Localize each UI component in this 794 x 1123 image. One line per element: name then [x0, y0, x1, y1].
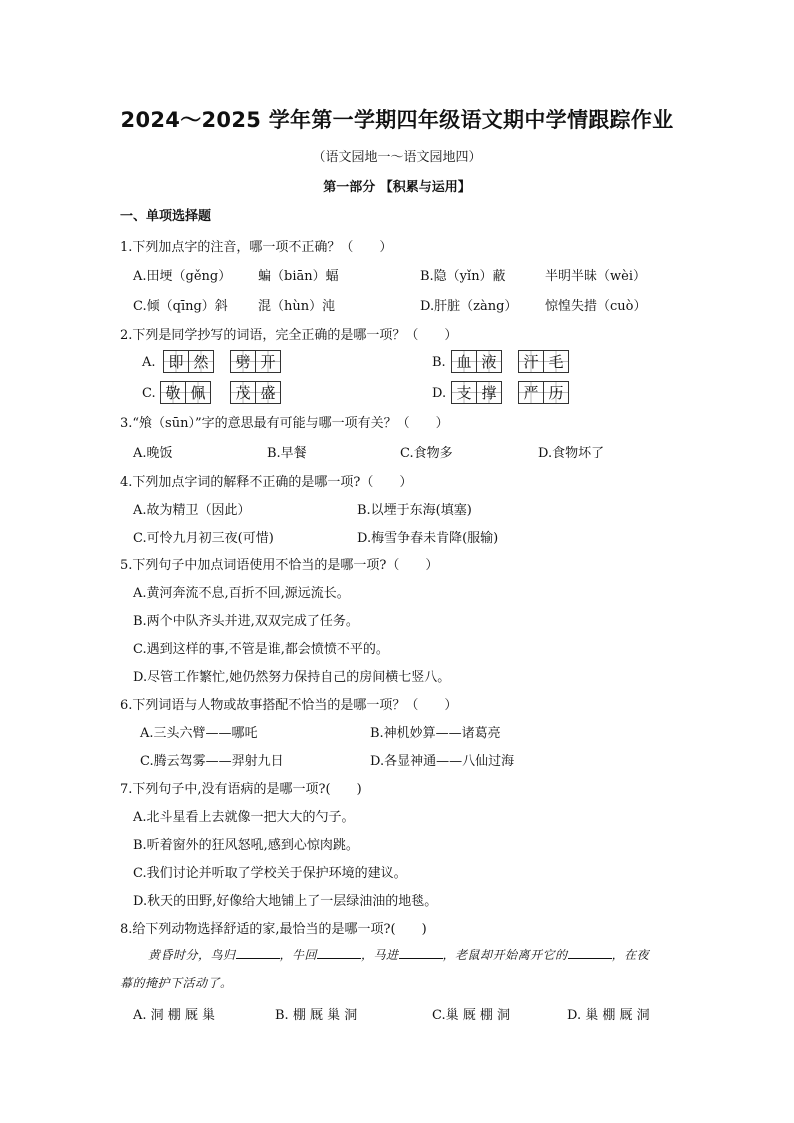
question-1-stem: 1.下列加点字的注音，哪一项不正确？（ ） [120, 240, 393, 255]
q8-option-c: C.巢 厩 棚 洞 [432, 1008, 511, 1023]
q2-option-c-word-2 [230, 381, 280, 404]
q7-option-c: C.我们讨论并听取了学校关于保护环境的建议。 [133, 866, 407, 881]
part-heading: 第一部分 【积累与运用】 [323, 180, 471, 195]
q4-option-a: A.故为精卫（因此） [133, 503, 251, 518]
q2-option-a-word-2 [230, 350, 280, 373]
q5-option-d: D.尽管工作繁忙,她仍然努力保持自己的房间横七竖八。 [133, 670, 451, 685]
q7-option-d: D.秋天的田野,好像给大地铺上了一层绿油油的地毯。 [133, 894, 438, 909]
grid-cell: 劈 [230, 350, 256, 373]
q3-option-a: A.晚饭 [133, 446, 173, 461]
q7-option-a: A.北斗星看上去就像一把大大的勺子。 [133, 810, 355, 825]
grid-cell: 毛 [543, 350, 569, 373]
q4-option-b: B.以堙于东海(填塞) [357, 503, 472, 518]
q6-option-d: D.各显神通——八仙过海 [370, 754, 515, 769]
q3-option-c: C.食物多 [400, 446, 453, 461]
q1-option-a-2: 蝙（biān）蝠 [258, 269, 339, 284]
grid-cell: 撑 [476, 381, 502, 404]
q6-option-b: B.神机妙算——诸葛亮 [370, 726, 501, 741]
fill-blank [568, 946, 612, 959]
question-3-stem: 3.“飧（sūn）”字的意思最有可能与哪一项有关？（ ） [120, 416, 449, 431]
grid-cell: 然 [188, 350, 214, 373]
grid-cell: 即 [163, 350, 189, 373]
q5-option-a: A.黄河奔流不息,百折不回,源远流长。 [133, 586, 350, 601]
section-heading: 一、单项选择题 [120, 209, 212, 224]
grid-cell: 血 [451, 350, 477, 373]
q6-option-c: C.腾云驾雾——羿射九日 [140, 754, 284, 769]
q1-option-c-2: 混（hùn）沌 [258, 299, 336, 314]
q8-option-d: D. 巢 棚 厩 洞 [567, 1008, 650, 1023]
q4-option-d: D.梅雪争春未肯降(服输) [357, 531, 499, 546]
q1-option-b-2: 半明半昧（wèi） [545, 269, 646, 284]
q6-option-a: A.三头六臂——哪吒 [140, 726, 258, 741]
q2-option-d-word-1 [451, 381, 501, 404]
q2-option-d-word-2 [518, 381, 568, 404]
q2-option-b-word-1 [451, 350, 501, 373]
q8-option-a: A. 洞 棚 厩 巢 [133, 1008, 216, 1023]
q8-option-b: B. 棚 厩 巢 洞 [275, 1008, 358, 1023]
grid-cell: 茂 [230, 381, 256, 404]
question-7-stem: 7.下列句子中,没有语病的是哪一项?( ) [120, 782, 362, 797]
page-title: 2024～2025 学年第一学期四年级语文期中学情跟踪作业 [120, 108, 674, 132]
q7-option-b: B.听着窗外的狂风怒吼,感到心惊肉跳。 [133, 838, 359, 853]
grid-cell: 严 [518, 381, 544, 404]
q5-option-c: C.遇到这样的事,不管是谁,都会愤愤不平的。 [133, 642, 389, 657]
q2-option-c-label: C. [142, 386, 156, 401]
fill-blank [317, 946, 361, 959]
grid-cell: 敬 [160, 381, 186, 404]
q3-option-d: D.食物坏了 [538, 446, 605, 461]
grid-cell: 佩 [185, 381, 211, 404]
fill-blank [236, 946, 280, 959]
grid-cell: 支 [451, 381, 477, 404]
grid-cell: 汗 [518, 350, 544, 373]
question-6-stem: 6.下列词语与人物或故事搭配不恰当的是哪一项？（ ） [120, 698, 458, 713]
q1-option-b-1: B.隐（yǐn）蔽 [420, 269, 506, 284]
q1-option-a-1: A.田埂（gěng） [133, 269, 232, 284]
q2-option-a-label: A. [142, 355, 156, 370]
question-8-stem: 8.给下列动物选择舒适的家,最恰当的是哪一项?( ) [120, 922, 427, 937]
grid-cell: 开 [255, 350, 281, 373]
grid-cell: 盛 [255, 381, 281, 404]
q2-option-b-label: B. [432, 355, 446, 370]
grid-cell: 历 [543, 381, 569, 404]
q2-option-b-word-2 [518, 350, 568, 373]
q8-passage-line-2: 幕的掩护下活动了。 [120, 976, 233, 990]
page-subtitle: （语文园地一～语文园地四） [312, 150, 482, 165]
q1-option-d-1: D.肝脏（zàng） [420, 299, 518, 314]
question-4-stem: 4.下列加点字词的解释不正确的是哪一项?（ ） [120, 475, 413, 490]
question-5-stem: 5.下列句子中加点词语使用不恰当的是哪一项?（ ） [120, 558, 439, 573]
q2-option-a-word-1 [163, 350, 213, 373]
q3-option-b: B.早餐 [267, 446, 307, 461]
grid-cell: 液 [476, 350, 502, 373]
q4-option-c: C.可怜九月初三夜(可惜) [133, 531, 274, 546]
q5-option-b: B.两个中队齐头并进,双双完成了任务。 [133, 614, 359, 629]
q1-option-d-2: 惊惶失措（cuò） [545, 299, 647, 314]
q1-option-c-1: C.倾（qīng）斜 [133, 299, 228, 314]
q2-option-c-word-1 [160, 381, 210, 404]
fill-blank [399, 946, 443, 959]
q8-passage-line-1: 黄昏时分，鸟归 ，牛回 ，马进 ，老鼠却开始离开它的 ，在夜 [148, 948, 650, 962]
question-2-stem: 2.下列是同学抄写的词语，完全正确的是哪一项？（ ） [120, 328, 458, 343]
q2-option-d-label: D. [432, 386, 447, 401]
